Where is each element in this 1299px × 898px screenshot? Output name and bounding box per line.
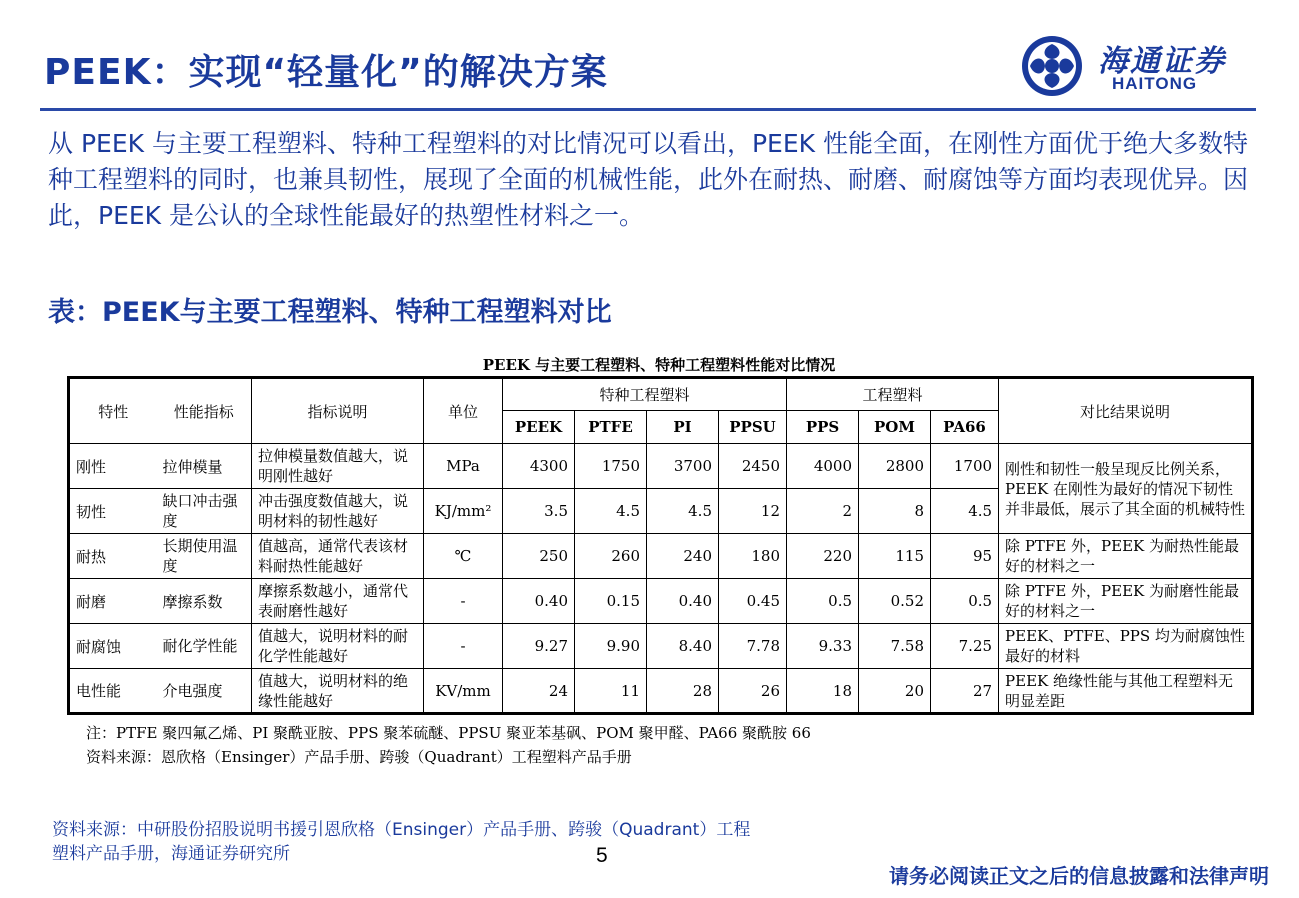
cell-value: 7.78: [719, 624, 787, 669]
header-material: PA66: [931, 411, 999, 444]
cell-value: 24: [503, 669, 575, 714]
cell-metric: 拉伸模量: [157, 444, 252, 489]
source-line: 资料来源：中研股份招股说明书援引恩欣格（Ensinger）产品手册、跨骏（Quadrant）工程: [52, 820, 751, 840]
cell-value: 9.90: [575, 624, 647, 669]
cell-value: 2450: [719, 444, 787, 489]
header-property: 特性: [69, 378, 157, 444]
table-row: [69, 534, 1253, 579]
cell-value: 3700: [647, 444, 719, 489]
cell-property: 耐腐蚀: [69, 624, 157, 669]
cell-value: 18: [787, 669, 859, 714]
cell-value: 9.27: [503, 624, 575, 669]
cell-value: 9.33: [787, 624, 859, 669]
cell-conclusion: PEEK、PTFE、PPS 均为耐腐蚀性最好的材料: [999, 624, 1253, 669]
cell-unit: -: [424, 579, 503, 624]
cell-value: 8.40: [647, 624, 719, 669]
cell-value: 0.5: [931, 579, 999, 624]
cell-value: 7.58: [859, 624, 931, 669]
cell-value: 27: [931, 669, 999, 714]
cell-explain: 摩擦系数越小，通常代表耐磨性越好: [252, 579, 424, 624]
table-row: [69, 669, 1253, 714]
cell-value: 0.5: [787, 579, 859, 624]
cell-explain: 拉伸模量数值越大，说明刚性越好: [252, 444, 424, 489]
legal-disclaimer: 请务必阅读正文之后的信息披露和法律声明: [889, 864, 1269, 888]
cell-metric: 耐化学性能: [157, 624, 252, 669]
cell-value: 0.45: [719, 579, 787, 624]
cell-value: 4300: [503, 444, 575, 489]
cell-unit: KV/mm: [424, 669, 503, 714]
header-engineering-group: 工程塑料: [787, 378, 999, 411]
header-explain: 指标说明: [252, 378, 424, 444]
cell-value: 26: [719, 669, 787, 714]
haitong-emblem-icon: [1020, 34, 1084, 98]
cell-value: 4.5: [931, 489, 999, 534]
cell-metric: 介电强度: [157, 669, 252, 714]
cell-value: 4000: [787, 444, 859, 489]
header-material: PEEK: [503, 411, 575, 444]
cell-conclusion: 除 PTFE 外，PEEK 为耐磨性能最好的材料之一: [999, 579, 1253, 624]
table-header-row: [69, 378, 1253, 411]
cell-metric: 长期使用温度: [157, 534, 252, 579]
header-divider: [40, 108, 1256, 111]
table-source-note: 资料来源：恩欣格（Ensinger）产品手册、跨骏（Quadrant）工程塑料产品手册: [86, 748, 632, 766]
cell-value: 2: [787, 489, 859, 534]
cell-conclusion-merged: 刚性和韧性一般呈现反比例关系，PEEK 在刚性为最好的情况下韧性并非最低，展示了其全面的机械特性: [999, 444, 1253, 534]
haitong-logo: [1020, 34, 1256, 98]
cell-value: 0.40: [647, 579, 719, 624]
cell-property: 韧性: [69, 489, 157, 534]
cell-value: 95: [931, 534, 999, 579]
header-conclusion: 对比结果说明: [999, 378, 1253, 444]
cell-metric: 摩擦系数: [157, 579, 252, 624]
cell-value: 20: [859, 669, 931, 714]
cell-explain: 值越大，说明材料的耐化学性能越好: [252, 624, 424, 669]
cell-value: 250: [503, 534, 575, 579]
page-number: 5: [596, 844, 608, 867]
cell-value: 0.40: [503, 579, 575, 624]
cell-value: 11: [575, 669, 647, 714]
table-notes: [86, 721, 811, 769]
cell-value: 4.5: [575, 489, 647, 534]
cell-property: 耐热: [69, 534, 157, 579]
slide-source: [52, 818, 750, 866]
cell-value: 0.52: [859, 579, 931, 624]
cell-conclusion: 除 PTFE 外，PEEK 为耐热性能最好的材料之一: [999, 534, 1253, 579]
cell-value: 240: [647, 534, 719, 579]
header-special-group: 特种工程塑料: [503, 378, 787, 411]
header-material: PTFE: [575, 411, 647, 444]
cell-value: 7.25: [931, 624, 999, 669]
cell-property: 刚性: [69, 444, 157, 489]
table-row: [69, 624, 1253, 669]
logo-chinese-text: 海通证券: [1098, 44, 1226, 79]
cell-value: 12: [719, 489, 787, 534]
table-row: [69, 579, 1253, 624]
comparison-table: [67, 376, 1254, 715]
header-material: PI: [647, 411, 719, 444]
cell-property: 耐磨: [69, 579, 157, 624]
cell-value: 260: [575, 534, 647, 579]
cell-explain: 值越高，通常代表该材料耐热性能越好: [252, 534, 424, 579]
cell-unit: KJ/mm²: [424, 489, 503, 534]
table-subtitle: 表：PEEK与主要工程塑料、特种工程塑料对比: [48, 297, 612, 328]
cell-explain: 冲击强度数值越大，说明材料的韧性越好: [252, 489, 424, 534]
cell-value: 8: [859, 489, 931, 534]
cell-value: 28: [647, 669, 719, 714]
cell-unit: MPa: [424, 444, 503, 489]
cell-value: 1700: [931, 444, 999, 489]
table-abbreviation-note: 注：PTFE 聚四氟乙烯、PI 聚酰亚胺、PPS 聚苯硫醚、PPSU 聚亚苯基砜、POM 聚甲醛、PA66 聚酰胺 66: [86, 724, 811, 742]
header-unit: 单位: [424, 378, 503, 444]
table-caption: PEEK 与主要工程塑料、特种工程塑料性能对比情况: [482, 356, 836, 374]
intro-paragraph: 从 PEEK 与主要工程塑料、特种工程塑料的对比情况可以看出，PEEK 性能全面，在刚性方面优于绝大多数特种工程塑料的同时，也兼具韧性，展现了全面的机械性能，此外在耐热、耐磨、耐腐蚀等方面均表现优异。因此，PEEK 是公认的全球性能最好的热塑性材料之一。: [48, 129, 1249, 230]
cell-value: 220: [787, 534, 859, 579]
cell-explain: 值越大，说明材料的绝缘性能越好: [252, 669, 424, 714]
cell-value: 1750: [575, 444, 647, 489]
header-material: PPSU: [719, 411, 787, 444]
cell-property: 电性能: [69, 669, 157, 714]
source-line: 塑料产品手册，海通证券研究所: [52, 844, 290, 864]
header-material: POM: [859, 411, 931, 444]
cell-value: 0.15: [575, 579, 647, 624]
logo-english-text: HAITONG: [1112, 74, 1198, 93]
cell-value: 180: [719, 534, 787, 579]
cell-value: 3.5: [503, 489, 575, 534]
cell-value: 4.5: [647, 489, 719, 534]
table-row: [69, 444, 1253, 489]
header-material: PPS: [787, 411, 859, 444]
cell-unit: ℃: [424, 534, 503, 579]
cell-value: 115: [859, 534, 931, 579]
header-metric: 性能指标: [157, 378, 252, 444]
slide-title: PEEK：实现“轻量化”的解决方案: [44, 52, 608, 93]
cell-value: 2800: [859, 444, 931, 489]
cell-unit: -: [424, 624, 503, 669]
cell-metric: 缺口冲击强度: [157, 489, 252, 534]
cell-conclusion: PEEK 绝缘性能与其他工程塑料无明显差距: [999, 669, 1253, 714]
